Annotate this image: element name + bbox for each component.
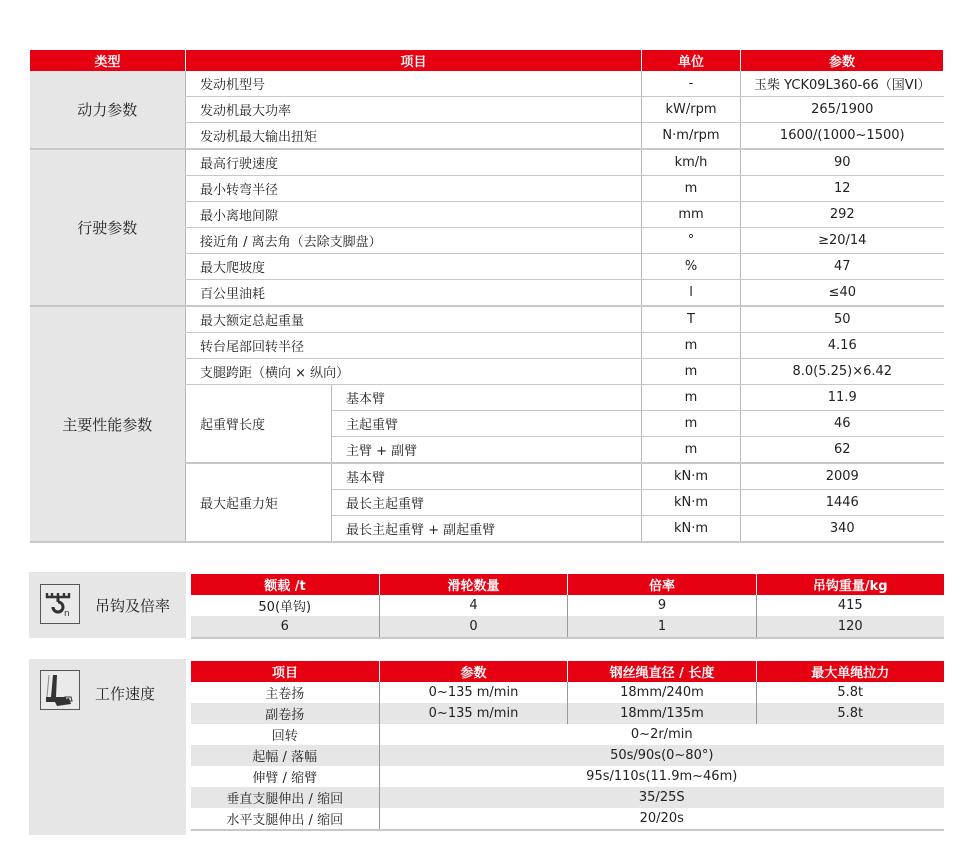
- row-unit: N·m/rpm: [642, 123, 741, 150]
- row-value: 1446: [741, 490, 944, 516]
- row-value: 1600/(1000~1500): [741, 123, 944, 150]
- group-boom-length: 起重臂长度: [186, 385, 332, 464]
- cell: 95s/110s(11.9m~46m): [380, 766, 944, 787]
- cell: 9: [568, 595, 757, 616]
- cell: 50(单钩): [258, 600, 312, 615]
- svg-text:n: n: [64, 609, 70, 619]
- row-value: ≥20/14: [741, 228, 944, 254]
- cell: 0: [380, 616, 568, 638]
- table-row: [30, 149, 944, 176]
- category-performance: 主要性能参数: [30, 306, 186, 542]
- row-unit: m: [642, 411, 741, 437]
- hook-section-title: 吊钩及倍率: [95, 597, 171, 615]
- category-power: 动力参数: [30, 71, 186, 149]
- header-param: 参数: [380, 661, 568, 682]
- table-row: [191, 808, 944, 830]
- cell: 120: [757, 616, 944, 638]
- row-subitem: 基本臂: [332, 463, 642, 490]
- cell: 18mm/135m: [568, 703, 757, 724]
- row-unit: m: [642, 176, 741, 202]
- cell: 415: [757, 595, 944, 616]
- row-item: 最小转弯半径: [186, 176, 642, 202]
- row-value: 47: [741, 254, 944, 280]
- cell: 5.8t: [757, 682, 944, 703]
- row-value: 11.9: [741, 385, 944, 411]
- crane-hook-icon: [40, 584, 80, 624]
- table-row: [191, 745, 944, 766]
- cell: 0~135 m/min: [380, 703, 568, 724]
- table-row: [191, 766, 944, 787]
- header-rope: 钢丝绳直径 / 长度: [568, 661, 757, 682]
- row-value: 46: [741, 411, 944, 437]
- cell: 起幅 / 落幅: [191, 745, 380, 766]
- row-value: 4.16: [741, 333, 944, 359]
- cell: 18mm/240m: [568, 682, 757, 703]
- spec-table-header: [30, 50, 944, 71]
- cell: 1: [568, 616, 757, 638]
- row-item: 最高行驶速度: [186, 149, 642, 176]
- row-item: 最大额定总起重量: [186, 306, 642, 333]
- row-value: 265/1900: [741, 97, 944, 123]
- table-row: [191, 616, 944, 638]
- cell: 35/25S: [380, 787, 944, 808]
- crane-boom-icon: [40, 670, 80, 710]
- group-max-moment: 最大起重力矩: [186, 463, 332, 542]
- table-row: [191, 787, 944, 808]
- header-item: 项目: [191, 661, 380, 682]
- row-unit: T: [642, 306, 741, 333]
- row-unit: m: [642, 385, 741, 411]
- row-value: 12: [741, 176, 944, 202]
- speed-section-sidebar: [29, 659, 186, 835]
- header-ratio: 倍率: [568, 574, 757, 595]
- header-max-pull: 最大单绳拉力: [757, 661, 944, 682]
- row-value: 62: [741, 437, 944, 464]
- header-hook-weight: 吊钩重量/kg: [757, 574, 944, 595]
- speed-section: [29, 659, 943, 835]
- cell: 50s/90s(0~80°): [380, 745, 944, 766]
- hook-section-sidebar: [29, 572, 186, 638]
- table-row: [191, 682, 944, 703]
- hook-section: [29, 572, 943, 638]
- row-unit: km/h: [642, 149, 741, 176]
- header-pulley-count: 滑轮数量: [380, 574, 568, 595]
- cell: 0~2r/min: [380, 724, 944, 745]
- cell: 0~135 m/min: [380, 682, 568, 703]
- row-unit: °: [642, 228, 741, 254]
- row-item: 百公里油耗: [186, 280, 642, 307]
- cell: 6: [191, 616, 380, 638]
- table-row: [191, 703, 944, 724]
- row-unit: m: [642, 437, 741, 464]
- row-item: 接近角 / 离去角（去除支脚盘）: [186, 228, 642, 254]
- header-type: 类型: [30, 50, 186, 71]
- cell: 垂直支腿伸出 / 缩回: [191, 787, 380, 808]
- row-subitem: 最长主起重臂 + 副起重臂: [332, 516, 642, 543]
- cell: 主卷扬: [265, 687, 305, 702]
- row-subitem: 主起重臂: [332, 411, 642, 437]
- speed-table: [190, 661, 944, 831]
- category-driving: 行驶参数: [30, 149, 186, 306]
- row-item: 发动机型号: [186, 71, 642, 97]
- row-item: 最大爬坡度: [186, 254, 642, 280]
- row-unit: kN·m: [642, 516, 741, 543]
- row-unit: m: [642, 359, 741, 385]
- table-row: [30, 71, 944, 97]
- header-value: 参数: [741, 50, 944, 71]
- row-value: ≤40: [741, 280, 944, 307]
- row-value: 50: [741, 306, 944, 333]
- hook-table: [190, 574, 944, 639]
- row-item: 转台尾部回转半径: [186, 333, 642, 359]
- row-item: 最小离地间隙: [186, 202, 642, 228]
- speed-section-title: 工作速度: [95, 685, 156, 703]
- row-subitem: 基本臂: [332, 385, 642, 411]
- row-item: 发动机最大输出扭矩: [186, 123, 642, 150]
- row-unit: kN·m: [642, 490, 741, 516]
- row-unit: m: [642, 333, 741, 359]
- row-unit: kN·m: [642, 463, 741, 490]
- row-unit: kW/rpm: [642, 97, 741, 123]
- cell: 副卷扬: [191, 703, 380, 724]
- row-unit: %: [642, 254, 741, 280]
- row-value: 玉柴 YCK09L360-66（国VI）: [741, 71, 944, 97]
- cell: 5.8t: [757, 703, 944, 724]
- row-value: 292: [741, 202, 944, 228]
- cell: 水平支腿伸出 / 缩回: [191, 808, 380, 830]
- row-value: 340: [741, 516, 944, 543]
- table-row: [30, 306, 944, 333]
- row-subitem: 主臂 + 副臂: [332, 437, 642, 464]
- row-value: 8.0(5.25)×6.42: [741, 359, 944, 385]
- cell: 伸臂 / 缩臂: [252, 771, 318, 786]
- cell: 20/20s: [380, 808, 944, 830]
- table-row: [191, 724, 944, 745]
- row-value: 2009: [741, 463, 944, 490]
- row-unit: -: [642, 71, 741, 97]
- cell: 4: [380, 595, 568, 616]
- row-unit: mm: [642, 202, 741, 228]
- row-value: 90: [741, 149, 944, 176]
- row-item: 发动机最大功率: [186, 97, 642, 123]
- row-item: 支腿跨距（横向 × 纵向）: [186, 359, 642, 385]
- header-rated-load: 额载 /t: [191, 574, 380, 595]
- row-subitem: 最长主起重臂: [332, 490, 642, 516]
- row-unit: l: [642, 280, 741, 307]
- cell: 回转: [271, 729, 298, 744]
- table-row: [191, 595, 944, 616]
- header-unit: 单位: [642, 50, 741, 71]
- header-item: 项目: [186, 50, 642, 71]
- spec-table: [29, 50, 944, 543]
